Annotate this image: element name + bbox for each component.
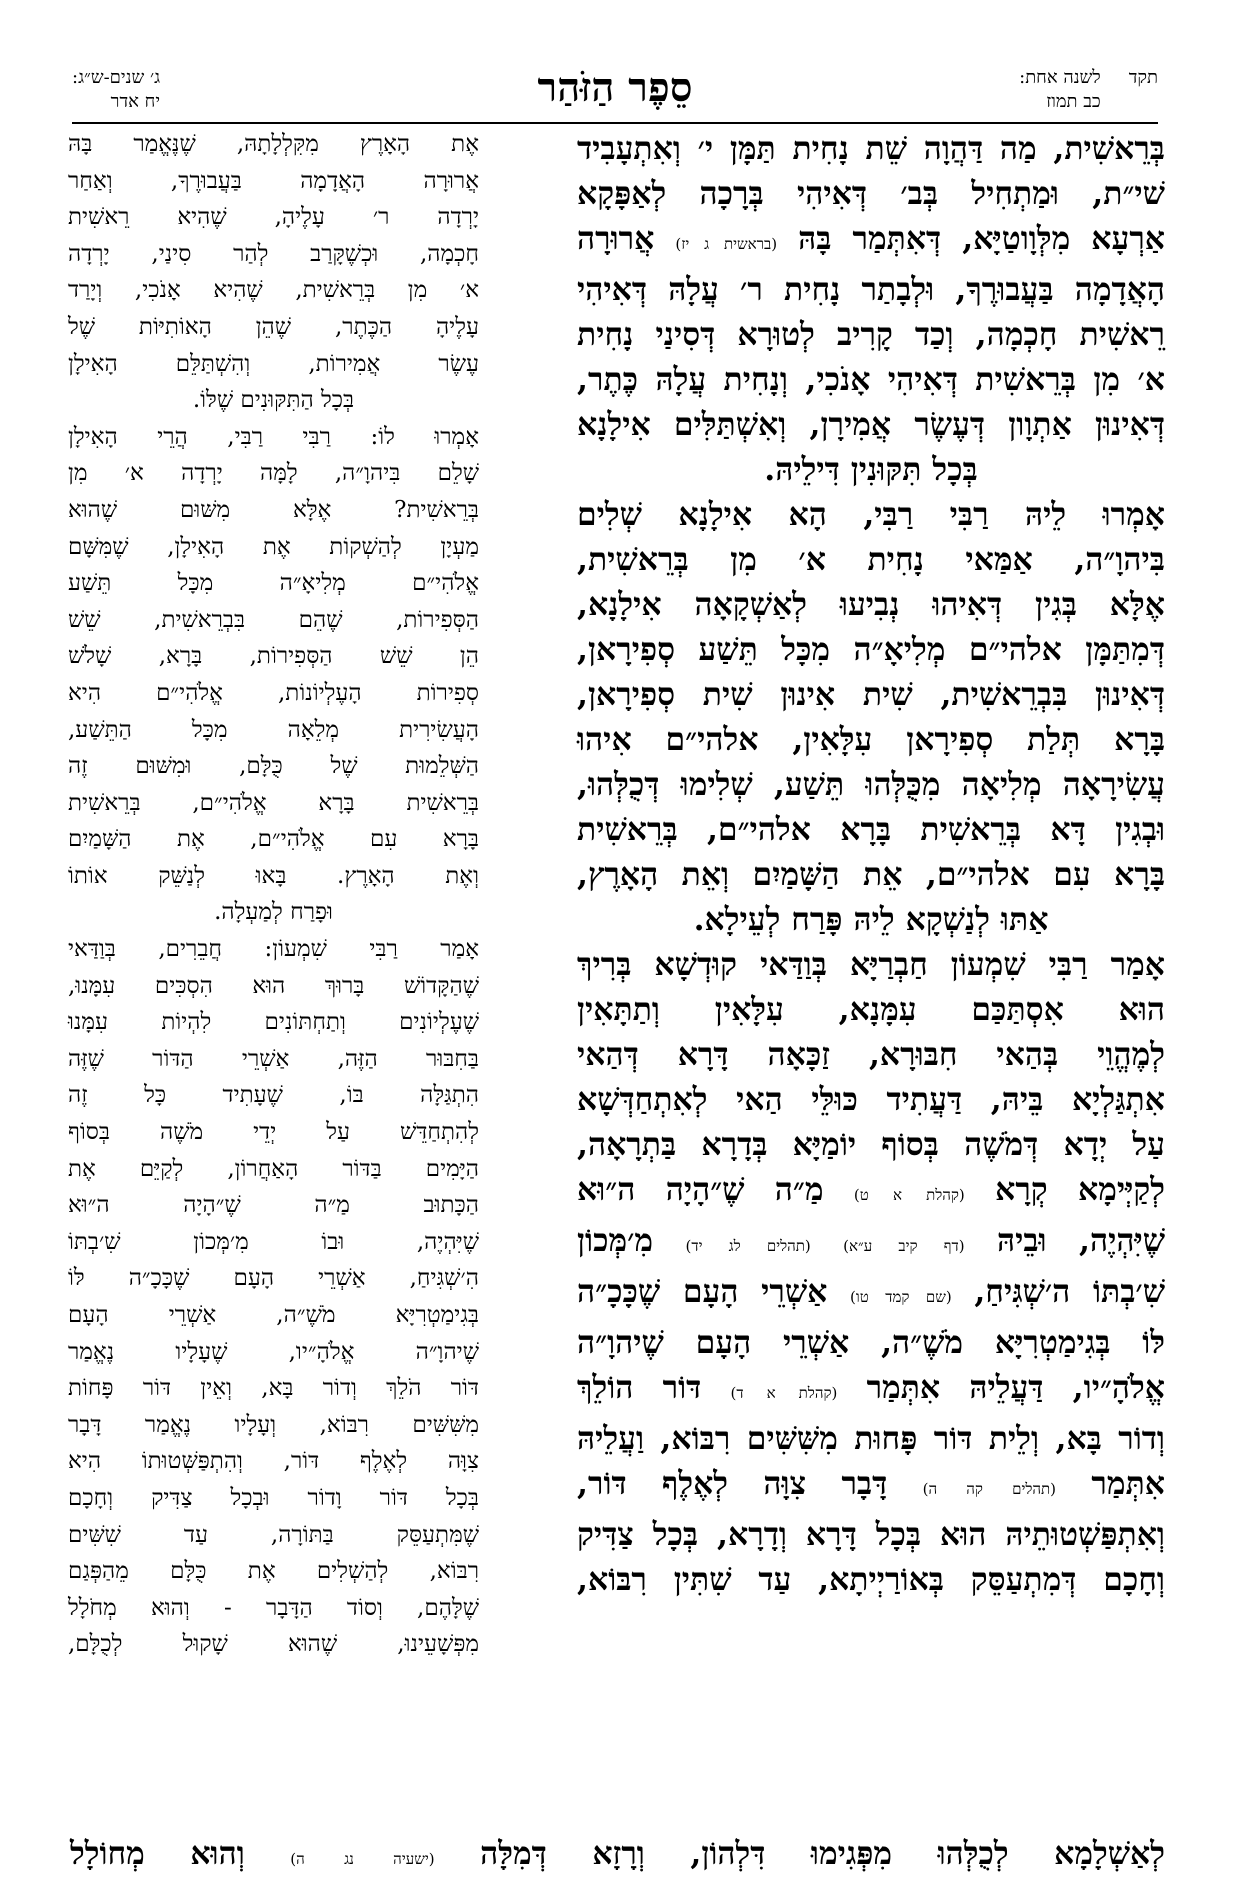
page-title: סֵפֶר הַזֹּהַר	[537, 64, 693, 111]
side-line: הַכָּתוּב מַ״ה שֶׁ״הָיָה ה״וּא	[68, 1192, 479, 1219]
side-line: אֶת הָאָרֶץ מִקִּלְלָתָהּ, שֶׁנֶּאֱמַר בָּהּ	[68, 131, 479, 157]
side-line: מִפְּשָׁעֵינוּ, שֶׁהוּא שָׁקוּל לְכֻלָּם,	[68, 1631, 479, 1658]
text-line: אִתְגַּלְיָא בֵּיהּ, דַּעֲתִיד כּוּלֵּי הַאי לְאִתְחַדְּשָׁא	[577, 1081, 1165, 1118]
side-line: א׳ מִן בְּרֵאשִׁית, שֶׁהִיא אָנֹכִי, וְיָרַד	[68, 277, 479, 304]
side-line: צִוָּה לְאֶלֶף דּוֹר, וְהִתְפַּשְּׁטוּתוֹ הִיא	[68, 1448, 479, 1475]
side-line: שֶׁהַקָּדוֹשׁ בָּרוּךְ הוּא הִסְכִּים עִמָּנוּ,	[68, 972, 479, 999]
text-line: וְחָכָם דְּמִתְעַסֵּק בְּאוֹרַיְיתָא, עַד שִׁתִּין רִבּוֹא,	[577, 1561, 1165, 1598]
side-line: בְּכָל דּוֹר וָדוֹר וּבְכָל צַדִּיק וְחָכָם	[68, 1484, 479, 1511]
side-line: הַיָּמִים בַּדּוֹר הָאַחֲרוֹן, לְקַיֵּם אֶת	[68, 1155, 479, 1182]
side-line: וּפָרַח לְמַעְלָה.	[214, 899, 333, 926]
side-line: אָמְרוּ לוֹ: רַבִּי רַבִּי, הֲרֵי הָאִילָן	[68, 423, 479, 450]
side-line: בָּרָא עִם אֱלֹהִי״ם, אֶת הַשָּׁמַיִם	[68, 826, 479, 853]
side-line: הָעֲשִׂירִית מְלֵאָה מִכָּל הַתֵּשַׁע,	[68, 716, 479, 743]
text-line: אֶלָּא בְּגִין דְּאִיהוּ נְבִיעוּ לְאַשְׁקָאָה אִילָנָא,	[577, 586, 1165, 623]
side-line: לְהִתְחַדֵּשׁ עַל יְדֵי מֹשֶׁה בְּסוֹף	[68, 1119, 479, 1146]
text-line: א׳ מִן בְּרֵאשִׁית דְּאִיהִי אָנֹכִי, וְנָחִית עֲלָהּ כֶּתֶר,	[577, 361, 1165, 398]
text-line: דְּאִינוּן בִּבְרֵאשִׁית, שִׁית אִינוּן שִׁית סְפִירָאן,	[577, 676, 1165, 713]
side-line: שֶׁיהוָ״ה אֱלֹהָ״יו, שֶׁעָלָיו נֶאֱמַר	[68, 1338, 479, 1365]
page-header	[72, 60, 1158, 124]
text-line: וְאִתְפַּשְׁטוּתֵיהּ הוּא בְּכָל דָּרָא וְדָרָא, בְּכָל צַדִּיק	[577, 1516, 1165, 1553]
side-line: שֶׁמִּתְעַסֵּק בַּתּוֹרָה, עַד שִׁשִּׁים	[68, 1521, 479, 1548]
verse-reference: (ישעיה נג ה)	[290, 1850, 435, 1868]
side-line: הִ׳שְׁגִּיחַ, אַשְׁרֵי הָעָם שֶׁכָּכָ״ה לּוֹ	[68, 1265, 479, 1292]
side-line: דּוֹר הֹלֵךְ וְדוֹר בָּא, וְאֵין דּוֹר פָּחוֹת	[68, 1375, 479, 1402]
folio-reference: (דף קיב ע״א)	[843, 1237, 965, 1255]
hebrew-translation-column	[68, 126, 479, 1663]
side-line: עֶשֶׂר אֲמִירוֹת, וְהִשְׁתַּלֵּם הָאִילָן	[68, 350, 479, 377]
verse-reference: (קהלת א ט)	[853, 1186, 965, 1204]
bottom-line: לְאַשְׁלָמָא לְכֻלְּהוּ מִפְּגִימוּ דִּלְהוֹן, וְרָזָא דְּמִלָּה (ישעיה נג ה) וְהוּא מְחוֹלָל	[70, 1835, 1166, 1872]
text-line: דְּאִינוּן אַתְוָון דְּעֶשֶׂר אֲמִירָן, וְאִשְׁתַּלִּים אִילָנָא	[577, 406, 1165, 443]
side-line: שֶׁעֶלְיוֹנִים וְתַחְתּוֹנִים לִהְיוֹת עִמָּנוּ	[68, 1009, 479, 1036]
aramaic-text-column	[577, 126, 1165, 1602]
text-line: דְּמִתַּמָּן אלהי״ם מְלִיאָ״ה מִכָּל תֵּשַׁע סְפִירָאן,	[577, 631, 1165, 668]
text-line: וְדוֹר בָּא, וְלֵית דּוֹר פָּחוּת מִשִּׁשִּׁים רִבּוֹא, וַעֲלֵיהּ	[577, 1420, 1165, 1457]
text-line: וּבְגִין דָּא בְּרֵאשִׁית בָּרָא אלהי״ם, בְּרֵאשִׁית	[577, 811, 1165, 848]
side-line: בַּחִבּוּר הַזֶּה, אַשְׁרֵי הַדּוֹר שֶׁזֶּה	[68, 1045, 479, 1072]
side-line: סְפִירוֹת הָעֶלְיוֹנוֹת, אֱלֹהִי״ם הִיא	[68, 679, 479, 706]
side-line: אֲרוּרָה הָאֲדָמָה בַּעֲבוּרֶךָ, וְאַחַר	[68, 167, 479, 194]
text-line: אִתְּמַר (תהלים קה ה) דָּבָר צִוָּה לְאֶלֶף דּוֹר,	[577, 1465, 1166, 1502]
text-line: לּוֹ בְּגִימַטְרִיָּא מֹשֶׁ״ה, אַשְׁרֵי הָעָם שֶׁיהוָ״ה	[577, 1324, 1165, 1361]
text-line: אֱלֹהָ״יו, דַּעֲלֵיהּ אִתְּמַר (קהלת א ד) דּוֹר הוֹלֵךְ	[577, 1369, 1166, 1406]
side-line: הֵן שֵׁשׁ הַסְּפִירוֹת, בָּרָא, שָׁלֹשׁ	[68, 643, 479, 670]
verse-reference: (בראשית ג יז)	[675, 235, 778, 253]
verse-reference: (תהלים לג יד)	[685, 1237, 811, 1255]
text-line: עֲשִׂירָאָה מְלִיאָה מִכֻּלְּהוּ תֵּשַׁע, שְׁלִימוּ דְּכֻלְּהוּ,	[577, 766, 1165, 803]
side-line: בְּגִימַטְרִיָּא מֹשֶׁ״ה, אַשְׁרֵי הָעָם	[68, 1302, 479, 1328]
page-number: תקד	[1128, 67, 1158, 88]
side-line: שֶׁלָּהֶם, וְסוֹד הַדָּבָר - וְהוּא מְחֹלָל	[68, 1594, 479, 1621]
text-line: שֶׁיִּהְיֶה, וּבֵיהּ (דף קיב ע״א) (תהלים לג יד) מִ׳מְּכוֹן	[577, 1222, 1166, 1259]
text-line: לְמֶהֱוֵי בְּהַאי חִבּוּרָא, זַכָּאָה דָּרָא דְּהַאי	[577, 1036, 1165, 1073]
side-line: הַשְּׁלֵמוּת שֶׁל כֻּלָּם, וּמִשּׁוּם זֶה	[68, 753, 479, 780]
schedule-one-year: לשנה אחת: כב תמוז	[1019, 67, 1101, 112]
side-line: אָמַר רַבִּי שִׁמְעוֹן: חֲבֵרִים, בְּוַדַּאי	[68, 936, 479, 963]
text-line: הוּא אִסְתַּכַּם עִמָּנָא, עִלָּאִין וְתַתָּאִין	[577, 991, 1165, 1028]
side-line: חָכְמָה, וּכְשֶׁקָּרַב לְהַר סִינַי, יָרְדָה	[68, 240, 479, 267]
side-line: אֱלֹהִי״ם מְלִיאָ״ה מִכָּל תֵּשַׁע	[68, 570, 479, 597]
verse-reference: (שם קמד טו)	[850, 1288, 952, 1306]
text-line: עַל יְדָא דְּמֹשֶׁה בְּסוֹף יוֹמַיָּא בְּדָרָא בַּתְרָאָה,	[577, 1126, 1165, 1163]
verse-reference: (קהלת א ד)	[730, 1384, 838, 1402]
schedule-three-years: ג׳ שנים-ש״ג: יח אדר	[72, 67, 161, 112]
text-line: אַרְעָא מִלְּוָוטַיָּא, דְּאִתְּמַר בָּהּ (בראשית ג יז) אֲרוּרָה	[577, 220, 1166, 257]
text-line: אָמַר רַבִּי שִׁמְעוֹן חַבְרַיָּא בְּוַדַּאי קוּדְשָׁא בְּרִיךְ	[577, 946, 1165, 983]
text-line: שׁי״ת, וּמַתְחִיל בְּב׳ דְּאִיהִי בְּרָכָה לְאַפָּקָא	[577, 175, 1165, 212]
side-line: וְאֶת הָאָרֶץ. בָּאוּ לְנַשֵּׁק אוֹתוֹ	[68, 862, 479, 889]
side-line: הִתְגַּלָּה בּוֹ, שֶׁעָתִיד כָּל זֶה	[68, 1082, 479, 1109]
text-line: בָּרָא עִם אלהי״ם, אֵת הַשָּׁמַיִם וְאֵת הָאָרֶץ,	[577, 856, 1165, 893]
side-line: עָלֶיהָ הַכֶּתֶר, שֶׁהֵן הָאוֹתִיּוֹת שֶׁל	[68, 313, 479, 340]
text-line: רֵאשִׁית חָכְמָה, וְכַד קָרִיב לְטוּרָא דְּסִינַי נָחִית	[577, 316, 1165, 353]
text-line: אַתּוּ לְנַשְׁקָא לֵיהּ פָּרַח לְעֵילָא.	[693, 901, 1049, 938]
text-line: בְּרֵאשִׁית, מַה דַּהֲוָה שֵׁת נָחִית תַּמָּן י׳ וְאִתְעָבִיד	[577, 130, 1165, 167]
side-line: בְּרֵאשִׁית בָּרָא אֱלֹהִי״ם, בְּרֵאשִׁית	[68, 789, 479, 816]
text-line: אָמְרוּ לֵיהּ רַבִּי רַבִּי, הָא אִילָנָא שְׁלִים	[577, 496, 1165, 533]
side-line: רִבּוֹא, לְהַשְׁלִים אֶת כֻּלָּם מֵהַפְּגַם	[68, 1558, 479, 1585]
side-line: שֶׁיִּהְיֶה, וּבוֹ מִ׳מְּכוֹן שִׁ׳בְתּוֹ	[68, 1228, 479, 1255]
text-line: בָּרָא תְּלַת סְפִירָאן עִלָּאִין, אלהי״ם אִיהוּ	[577, 721, 1165, 758]
text-line: שִׁ׳בְתּוֹ ה׳שְׁגִּיחַ, (שם קמד טו) אַשְׁרֵי הָעָם שֶׁכָּכָ״ה	[577, 1273, 1165, 1310]
side-line: בְּכָל הַתִּקּוּנִים שֶׁלּוֹ.	[192, 387, 355, 414]
side-line: מַעְיָן לְהַשְׁקוֹת אֶת הָאִילָן, שֶׁמִּשָּׁם	[68, 533, 479, 560]
text-line: בִּיהוָ״ה, אַמַּאי נָחִית א׳ מִן בְּרֵאשִׁית,	[577, 541, 1165, 578]
text-line: הָאֲדָמָה בַּעֲבוּרֶךָ, וּלְבָתַר נָחִית ר׳ עֲלָהּ דְּאִיהִי	[577, 271, 1165, 308]
text-line: לְקַיְּימָא קְרָא (קהלת א ט) מַ״ה שֶׁ״הָיָה ה״וּא	[577, 1171, 1166, 1208]
side-line: בְּרֵאשִׁית? אֶלָּא מִשּׁוּם שֶׁהוּא	[68, 496, 479, 523]
side-line: הַסְּפִירוֹת, שֶׁהֵם בִּבְרֵאשִׁית, שֵׁשׁ	[68, 606, 479, 633]
side-line: מִשִּׁשִּׁים רִבּוֹא, וְעָלָיו נֶאֱמַר דָּבָר	[68, 1411, 479, 1438]
verse-reference: (תהלים קה ה)	[922, 1480, 1057, 1498]
side-line: שָׁלֵם בִּיהוָ״ה, לָמָּה יָרְדָה א׳ מִן	[68, 460, 479, 487]
side-line: יָרְדָה ר׳ עָלֶיהָ, שֶׁהִיא רֵאשִׁית	[68, 204, 479, 231]
text-line: בְּכָל תִּקּוּנִין דִּילֵיהּ.	[764, 451, 978, 488]
